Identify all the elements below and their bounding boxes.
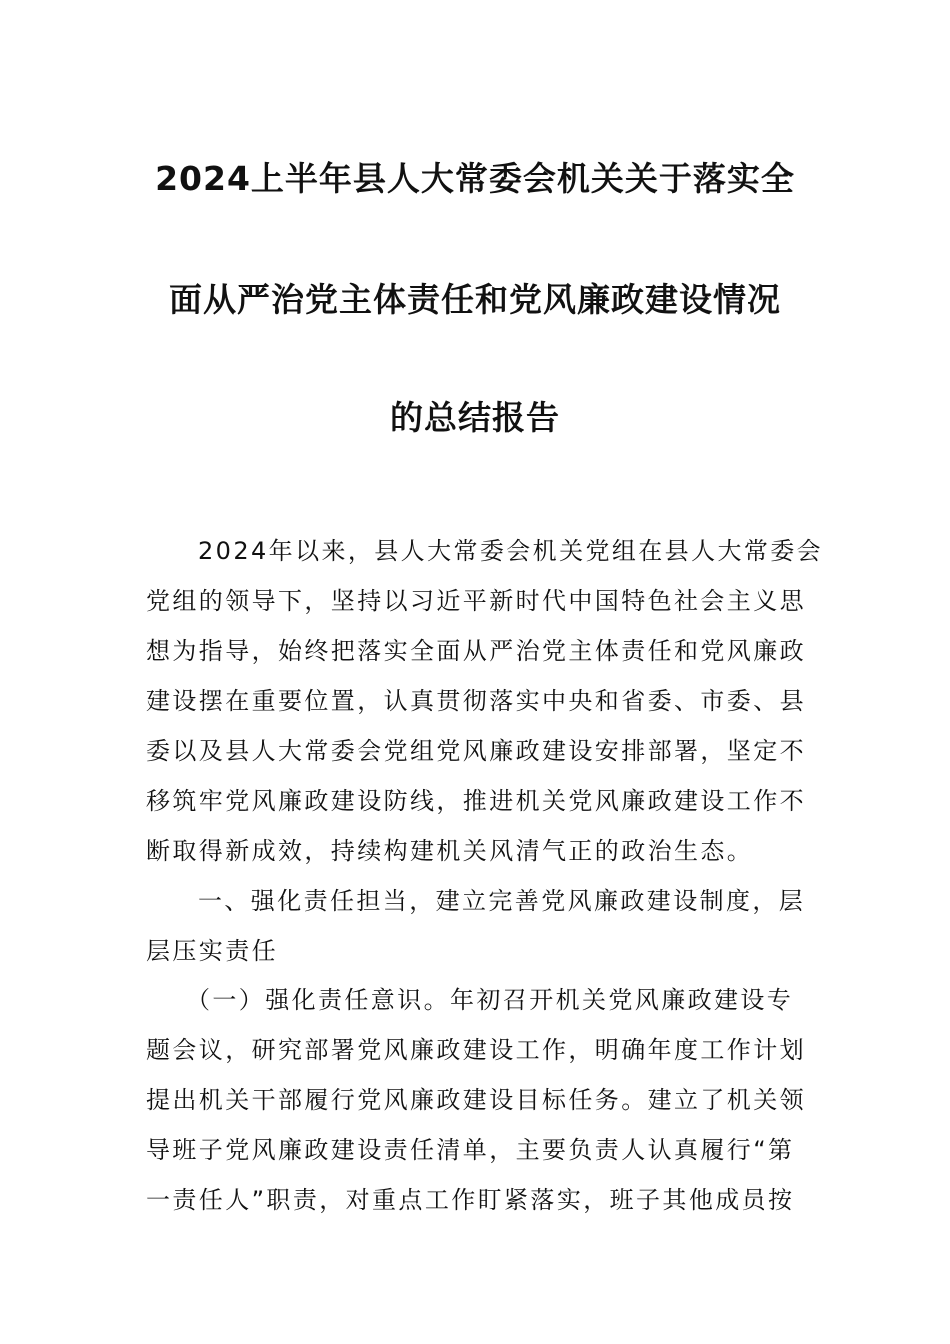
text-line: 一、强化责任担当，建立完善党风廉政建设制度，层 [198,887,806,915]
section-heading-1 [146,876,806,976]
text-line: 一责任人”职责，对重点工作盯紧落实，班子其他成员按 [146,1186,795,1214]
text-line: （一）强化责任意识。年初召开机关党风廉政建设专 [186,986,794,1014]
subsection-paragraph-1 [146,975,806,1225]
text-line: 建设摆在重要位置，认真贯彻落实中央和省委、市委、县 [146,687,806,715]
document-title-line-2: 面从严治党主体责任和党风廉政建设情况 [169,280,781,319]
document-title-line-3: 的总结报告 [390,398,560,437]
text-line: 层压实责任 [146,937,278,965]
text-line: 导班子党风廉政建设责任清单，主要负责人认真履行“第 [146,1136,795,1164]
text-line: 断取得新成效，持续构建机关风清气正的政治生态。 [146,837,754,865]
intro-paragraph [146,526,824,876]
text-line: 想为指导，始终把落实全面从严治党主体责任和党风廉政 [146,637,806,665]
document-title-line-1: 2024上半年县人大常委会机关关于落实全 [155,159,795,198]
text-line: 2024年以来，县人大常委会机关党组在县人大常委会 [198,537,824,565]
text-line: 提出机关干部履行党风廉政建设目标任务。建立了机关领 [146,1086,806,1114]
text-line: 委以及县人大常委会党组党风廉政建设安排部署，坚定不 [146,737,806,765]
text-line: 题会议，研究部署党风廉政建设工作，明确年度工作计划 [146,1036,806,1064]
text-line: 移筑牢党风廉政建设防线，推进机关党风廉政建设工作不 [146,787,806,815]
text-line: 党组的领导下，坚持以习近平新时代中国特色社会主义思 [146,587,806,615]
